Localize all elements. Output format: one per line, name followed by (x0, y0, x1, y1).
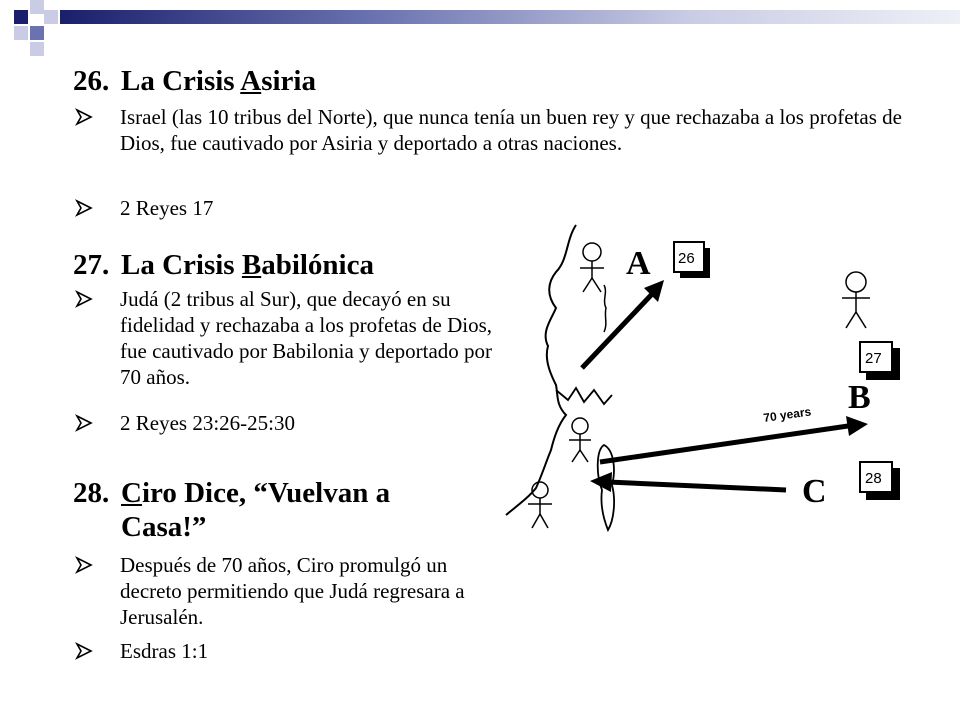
arrow-bullet-icon (74, 414, 94, 432)
exile-diagram (496, 200, 916, 540)
section-28-heading (73, 476, 493, 544)
arrow-a (582, 292, 654, 368)
bullet-text: Israel (las 10 tribus del Norte), que nunca tenía un buen rey y que rechazaba a los profetas de Dios, fue cautivado por Asiria y deportado a otras naciones. (120, 105, 902, 155)
arrow-bullet-icon (74, 108, 94, 126)
arrow-bullet-icon (74, 199, 94, 217)
section-number: 27. (73, 249, 110, 281)
arrow-b-caption: 70 years (762, 404, 812, 425)
section-title-underlined: B (241, 249, 262, 281)
arrow-c (608, 482, 786, 490)
arrow-bullet-icon (74, 290, 94, 308)
arrow-bullet-icon (74, 642, 94, 660)
box-26-label: 26 (678, 250, 695, 267)
section-title-pre: La Crisis (121, 249, 242, 281)
bullet-text: Judá (2 tribus al Sur), que decayó en su fidelidad y rechazaba a los profetas de Dios, fue cautivado por Babilonia y deportado por 70 años. (120, 287, 493, 389)
section-26-bullet-1 (74, 104, 904, 156)
river (604, 285, 606, 332)
bullet-text: 2 Reyes 23:26-25:30 (120, 411, 295, 435)
coastline (506, 225, 576, 515)
section-28-bullet-2 (74, 638, 474, 664)
section-28-bullet-1 (74, 552, 494, 630)
border-line (556, 388, 612, 404)
label-a: A (626, 245, 651, 282)
section-title-post: iro Dice, “Vuelvan a (141, 477, 391, 509)
section-number: 28. (73, 477, 110, 509)
label-b: B (848, 379, 871, 416)
section-title-underlined: C (121, 477, 142, 509)
section-26-bullet-2 (74, 195, 474, 221)
section-title-post: siria (261, 65, 316, 97)
section-title-pre: La Crisis (121, 65, 241, 97)
section-27-bullet-1 (74, 286, 504, 390)
section-title-line2: Casa!” (121, 511, 207, 543)
bullet-text: 2 Reyes 17 (120, 196, 214, 220)
section-title-post: abilónica (261, 249, 374, 281)
section-26-heading (73, 64, 316, 98)
arrow-b-head (846, 416, 868, 436)
person-icon (580, 243, 604, 292)
label-c: C (802, 473, 827, 510)
box-27-label: 27 (865, 350, 882, 367)
arrow-bullet-icon (74, 556, 94, 574)
person-icon (528, 482, 552, 528)
section-title-underlined: A (240, 65, 262, 97)
person-icon (842, 272, 870, 328)
box-28-label: 28 (865, 470, 882, 487)
section-27-heading (73, 248, 374, 282)
person-icon (569, 418, 591, 462)
bullet-text: Después de 70 años, Ciro promulgó un decreto permitiendo que Judá regresara a Jerusalén. (120, 553, 465, 629)
section-27-bullet-2 (74, 410, 474, 436)
bullet-text: Esdras 1:1 (120, 639, 209, 663)
section-number: 26. (73, 65, 110, 97)
arrow-b (600, 426, 848, 462)
